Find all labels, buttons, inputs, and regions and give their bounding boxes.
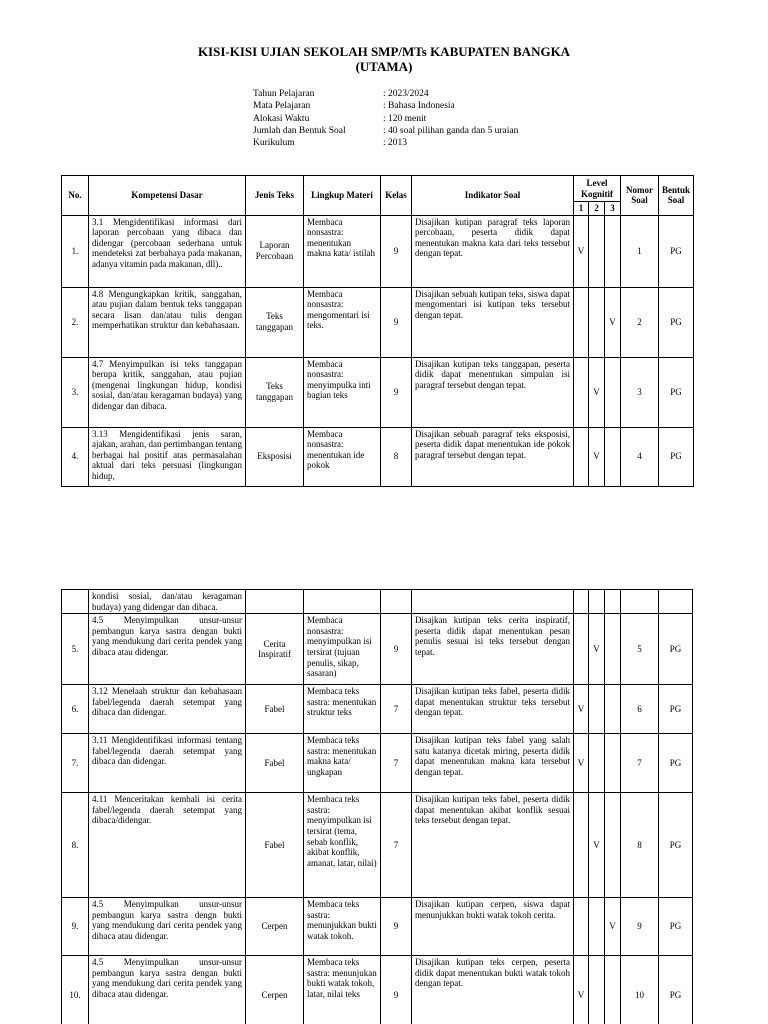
cell-nomor-soal xyxy=(621,590,659,614)
cell-nomor-soal: 6 xyxy=(621,685,659,734)
cell-nomor-soal: 8 xyxy=(621,793,659,898)
kisi-kisi-table-page-2 xyxy=(61,589,693,1024)
cell-bentuk-soal: PG xyxy=(659,215,694,287)
cell-indikator-soal xyxy=(412,590,574,614)
cell-level-3 xyxy=(605,590,621,614)
cell-kelas xyxy=(381,590,412,614)
cell-kompetensi-dasar: 3.11 Mengidentifikasi informasi tentang fabel/legenda daerah setempat yang dibaca dan didengar. xyxy=(89,734,246,793)
cell-no: 4. xyxy=(62,427,89,486)
cell-level-1: V xyxy=(574,956,589,1024)
cell-level-3 xyxy=(605,793,621,898)
cell-nomor-soal: 4 xyxy=(621,427,659,486)
cell-indikator-soal: Disajikan sebuah paragraf teks eksposisi, peserta didik dapat menentukan ide pokok paragraf tersebut dengan tepat. xyxy=(412,427,574,486)
cell-lingkup-materi: Membaca nonsastra: menyimpulkan isi tersirat (tujuan penulis, sikap, sasaran) xyxy=(304,614,381,685)
cell-kelas: 9 xyxy=(381,956,412,1024)
table-row xyxy=(62,614,693,685)
cell-kelas: 9 xyxy=(381,215,412,287)
cell-nomor-soal: 5 xyxy=(621,614,659,685)
cell-indikator-soal: Disajkan kutipan teks cerita inspiratif, peserta didik dapat menentukan pesan penulis sesuai isi teks tersebut dengan tepat. xyxy=(412,614,574,685)
col-header-no: No. xyxy=(62,176,89,216)
table-row xyxy=(62,427,694,486)
cell-nomor-soal: 1 xyxy=(621,215,659,287)
table-row xyxy=(62,734,693,793)
cell-bentuk-soal: PG xyxy=(659,427,694,486)
meta-label: Jumlah dan Bentuk Soal xyxy=(253,125,346,136)
col-header-level-1: 1 xyxy=(574,202,589,216)
cell-jenis-teks: Fabel xyxy=(246,685,304,734)
cell-kelas: 8 xyxy=(381,427,412,486)
col-header-kelas: Kelas xyxy=(381,176,412,216)
title-line-1: KISI-KISI UJIAN SEKOLAH SMP/MTs KABUPATEN BANGKA xyxy=(197,44,571,59)
meta-label: Mata Pelajaran xyxy=(253,101,311,112)
col-header-indikator-soal: Indikator Soal xyxy=(412,176,574,216)
table-row xyxy=(62,956,693,1024)
col-header-level-3: 3 xyxy=(605,202,621,216)
cell-lingkup-materi: Membaca teks sastra: menentukan struktur teks xyxy=(304,685,381,734)
cell-lingkup-materi: Membaca teks sastra: menyimpulkan isi tersirat (tema, sebab konflik, akibat konflik, amanat, latar, nilai) xyxy=(304,793,381,898)
cell-no xyxy=(62,590,89,614)
cell-level-2: V xyxy=(589,614,605,685)
cell-level-3: V xyxy=(605,287,621,357)
cell-bentuk-soal: PG xyxy=(659,357,694,427)
cell-level-3 xyxy=(605,956,621,1024)
cell-indikator-soal: Disajikan kutipan cerpen, siswa dapat menunjukkan bukti watak tokoh cerita. xyxy=(412,898,574,956)
cell-bentuk-soal: PG xyxy=(659,956,693,1024)
cell-level-1: V xyxy=(574,685,589,734)
meta-value: : 40 soal pilihan ganda dan 5 uraian xyxy=(383,125,519,136)
cell-level-1 xyxy=(574,287,589,357)
cell-level-3 xyxy=(605,614,621,685)
cell-kompetensi-dasar: 3.1 Mengidentifikasi informasi dari laporan percobaan yang dibaca dan didengar (percobaan sederhana untuk mendeteksi zat berbahaya pada makanan, adanya vitamin pada makanan, dll).. xyxy=(89,215,246,287)
document-title xyxy=(0,44,768,74)
cell-level-3 xyxy=(605,427,621,486)
cell-indikator-soal: Disajikan kutipan teks cerpen, peserta didik dapat menentukan bukti watak tokoh dengan tepat. xyxy=(412,956,574,1024)
cell-bentuk-soal: PG xyxy=(659,734,693,793)
cell-lingkup-materi: Membaca teks sastra: menentukan makna kata/ ungkapan xyxy=(304,734,381,793)
cell-level-3 xyxy=(605,357,621,427)
cell-level-2: V xyxy=(589,793,605,898)
cell-level-1: V xyxy=(574,734,589,793)
cell-jenis-teks: Laporan Percobaan xyxy=(246,215,304,287)
cell-nomor-soal: 7 xyxy=(621,734,659,793)
meta-row xyxy=(253,88,518,100)
cell-level-3 xyxy=(605,685,621,734)
cell-level-1 xyxy=(574,357,589,427)
cell-lingkup-materi: Membaca teks sastra: menunjukkan bukti watak tokoh. xyxy=(304,898,381,956)
cell-jenis-teks: Eksposisi xyxy=(246,427,304,486)
cell-level-2 xyxy=(589,287,605,357)
cell-kompetensi-dasar: kondisi sosial, dan/atau keragaman budaya) yang didengar dan dibaca. xyxy=(89,590,246,614)
cell-kompetensi-dasar: 4.5 Menyimpulkan unsur-unsur pembangun karya sastra dengn bukti yang mendukung dari cerita pendek yang dibaca atau didengar. xyxy=(89,898,246,956)
cell-jenis-teks: Fabel xyxy=(246,793,304,898)
cell-no: 5. xyxy=(62,614,89,685)
table-row xyxy=(62,590,693,614)
cell-level-1 xyxy=(574,898,589,956)
cell-level-3 xyxy=(605,734,621,793)
cell-no: 6. xyxy=(62,685,89,734)
cell-kelas: 9 xyxy=(381,614,412,685)
cell-bentuk-soal: PG xyxy=(659,793,693,898)
cell-level-1 xyxy=(574,590,589,614)
cell-bentuk-soal: PG xyxy=(659,287,694,357)
cell-kompetensi-dasar: 3.13 Mengidentifikasi jenis saran, ajakan, arahan, dan pertimbangan tentang berbagai hal positif atas permasalahan aktual dari teks persuasi (lingkungan hidup, xyxy=(89,427,246,486)
cell-kelas: 7 xyxy=(381,793,412,898)
meta-row xyxy=(253,137,518,149)
cell-kelas: 7 xyxy=(381,734,412,793)
cell-kompetensi-dasar: 4.11 Menceritakan kembali isi cerita fabel/legenda daerah setempat yang dibaca/didengar. xyxy=(89,793,246,898)
meta-value: : 2023/2024 xyxy=(383,89,429,99)
cell-level-2: V xyxy=(589,357,605,427)
col-header-level-kognitif: Level Kognitif xyxy=(574,176,621,202)
cell-kelas: 7 xyxy=(381,685,412,734)
cell-no: 8. xyxy=(62,793,89,898)
cell-indikator-soal: Disajikan kutipan paragraf teks laporan percobaan, peserta didik dapat menentukan makna kata dari teks tersebut dengan tepat. xyxy=(412,215,574,287)
cell-level-3: V xyxy=(605,898,621,956)
col-header-jenis-teks: Jenis Teks xyxy=(246,176,304,216)
cell-no: 3. xyxy=(62,357,89,427)
cell-nomor-soal: 10 xyxy=(621,956,659,1024)
cell-level-2 xyxy=(589,956,605,1024)
cell-jenis-teks: Teks tanggapan xyxy=(246,357,304,427)
cell-bentuk-soal: PG xyxy=(659,614,693,685)
cell-indikator-soal: Disajikan kutipan teks fabel, peserta didik dapat menentukan akibat konflik sesuai teks tersebut dengan tepat. xyxy=(412,793,574,898)
cell-kelas: 9 xyxy=(381,357,412,427)
cell-level-1 xyxy=(574,614,589,685)
cell-kompetensi-dasar: 4.8 Mengungkapkan kritik, sanggahan, atau pujian dalam bentuk teks tanggapan secara lisan dan/atau tulis dengan memperhatikan struktur dan kebahasaan. xyxy=(89,287,246,357)
col-header-bentuk-soal: Bentuk Soal xyxy=(659,176,694,216)
table-row xyxy=(62,685,693,734)
col-header-lingkup-materi: Lingkup Materi xyxy=(304,176,381,216)
cell-no: 7. xyxy=(62,734,89,793)
cell-lingkup-materi: Membaca teks sastra: menunjukan bukti watak tokoh, latar, nilai teks xyxy=(304,956,381,1024)
cell-kompetensi-dasar: 4.5 Menyimpulkan unsur-unsur pembangun karya sastra dengan bukti yang mendukung dari cerita pendek yang dibaca atau didengar. xyxy=(89,956,246,1024)
cell-bentuk-soal: PG xyxy=(659,898,693,956)
cell-level-3 xyxy=(605,215,621,287)
kisi-kisi-table-page-1 xyxy=(61,175,694,487)
cell-level-2 xyxy=(589,590,605,614)
cell-nomor-soal: 9 xyxy=(621,898,659,956)
cell-lingkup-materi: Membaca nonsastra: menentukan ide pokok xyxy=(304,427,381,486)
cell-no: 2. xyxy=(62,287,89,357)
table-row xyxy=(62,793,693,898)
meta-row xyxy=(253,125,518,137)
cell-lingkup-materi xyxy=(304,590,381,614)
cell-jenis-teks: Cerpen xyxy=(246,898,304,956)
cell-jenis-teks: Cerita Inspiratif xyxy=(246,614,304,685)
cell-jenis-teks xyxy=(246,590,304,614)
cell-level-2 xyxy=(589,734,605,793)
meta-value: : Bahasa Indonesia xyxy=(383,101,455,112)
title-line-2: (UTAMA) xyxy=(355,59,413,74)
cell-lingkup-materi: Membaca nonsastra: menyimpulka inti bagian teks xyxy=(304,357,381,427)
meta-row xyxy=(253,100,518,112)
document-meta xyxy=(253,88,518,149)
meta-label: Alokasi Waktu xyxy=(253,113,310,124)
cell-nomor-soal: 2 xyxy=(621,287,659,357)
cell-kompetensi-dasar: 3.12 Menelaah struktur dan kebahasaan fabel/legenda daerah setempat yang dibaca dan didengar. xyxy=(89,685,246,734)
cell-no: 9. xyxy=(62,898,89,956)
meta-label: Tahun Pelajaran xyxy=(253,89,315,99)
table-row xyxy=(62,898,693,956)
col-header-kompetensi-dasar: Kompetensi Dasar xyxy=(89,176,246,216)
meta-row xyxy=(253,113,518,125)
cell-kelas: 9 xyxy=(381,898,412,956)
meta-value: : 120 menit xyxy=(383,113,427,124)
cell-indikator-soal: Disajikan kutipan teks fabel, peserta didik dapat menentukan struktur teks tersebut dengan tepat. xyxy=(412,685,574,734)
cell-indikator-soal: Disajikan sebuah kutipan teks, siswa dapat mengomentari isi kutipan teks tersebut dengan tepat. xyxy=(412,287,574,357)
cell-level-1: V xyxy=(574,215,589,287)
cell-kompetensi-dasar: 4.5 Menyimpulkan unsur-unsur pembangun karya sastra dengan bukti yang mendukung dari cerita pendek yang dibaca atau didengar. xyxy=(89,614,246,685)
cell-jenis-teks: Cerpen xyxy=(246,956,304,1024)
col-header-level-2: 2 xyxy=(589,202,605,216)
cell-bentuk-soal: PG xyxy=(659,685,693,734)
cell-level-1 xyxy=(574,793,589,898)
cell-no: 10. xyxy=(62,956,89,1024)
cell-nomor-soal: 3 xyxy=(621,357,659,427)
cell-kompetensi-dasar: 4.7 Menyimpulkan isi teks tanggapan berupa kritik, sanggahan, atau pujian (mengenai lingkungan hidup, kondisi sosial, dan/atau keragaman budaya) yang didengar dan dibaca. xyxy=(89,357,246,427)
meta-value: : 2013 xyxy=(383,138,408,149)
cell-level-2 xyxy=(589,215,605,287)
cell-level-2: V xyxy=(589,427,605,486)
col-header-nomor-soal: Nomor Soal xyxy=(621,176,659,216)
cell-lingkup-materi: Membaca nonsastra: mengomentari isi teks. xyxy=(304,287,381,357)
cell-jenis-teks: Teks tanggapan xyxy=(246,287,304,357)
cell-no: 1. xyxy=(62,215,89,287)
cell-kelas: 9 xyxy=(381,287,412,357)
cell-indikator-soal: Disajikan kutipan teks tanggapan, peserta didik dapat menentukan simpulan isi paragraf tersebut dengan tepat. xyxy=(412,357,574,427)
cell-lingkup-materi: Membaca nonsastra: menentukan makna kata/ istilah xyxy=(304,215,381,287)
cell-level-2 xyxy=(589,898,605,956)
meta-label: Kurikulum xyxy=(253,138,295,149)
cell-bentuk-soal xyxy=(659,590,693,614)
table-row xyxy=(62,287,694,357)
table-row xyxy=(62,215,694,287)
cell-level-1 xyxy=(574,427,589,486)
cell-jenis-teks: Fabel xyxy=(246,734,304,793)
cell-indikator-soal: Disajikan kutipan teks fabel yang salah satu katanya dicetak miring, peserta didik dapat menentukan makna kata tersebut dengan tepat. xyxy=(412,734,574,793)
cell-level-2 xyxy=(589,685,605,734)
table-row xyxy=(62,357,694,427)
